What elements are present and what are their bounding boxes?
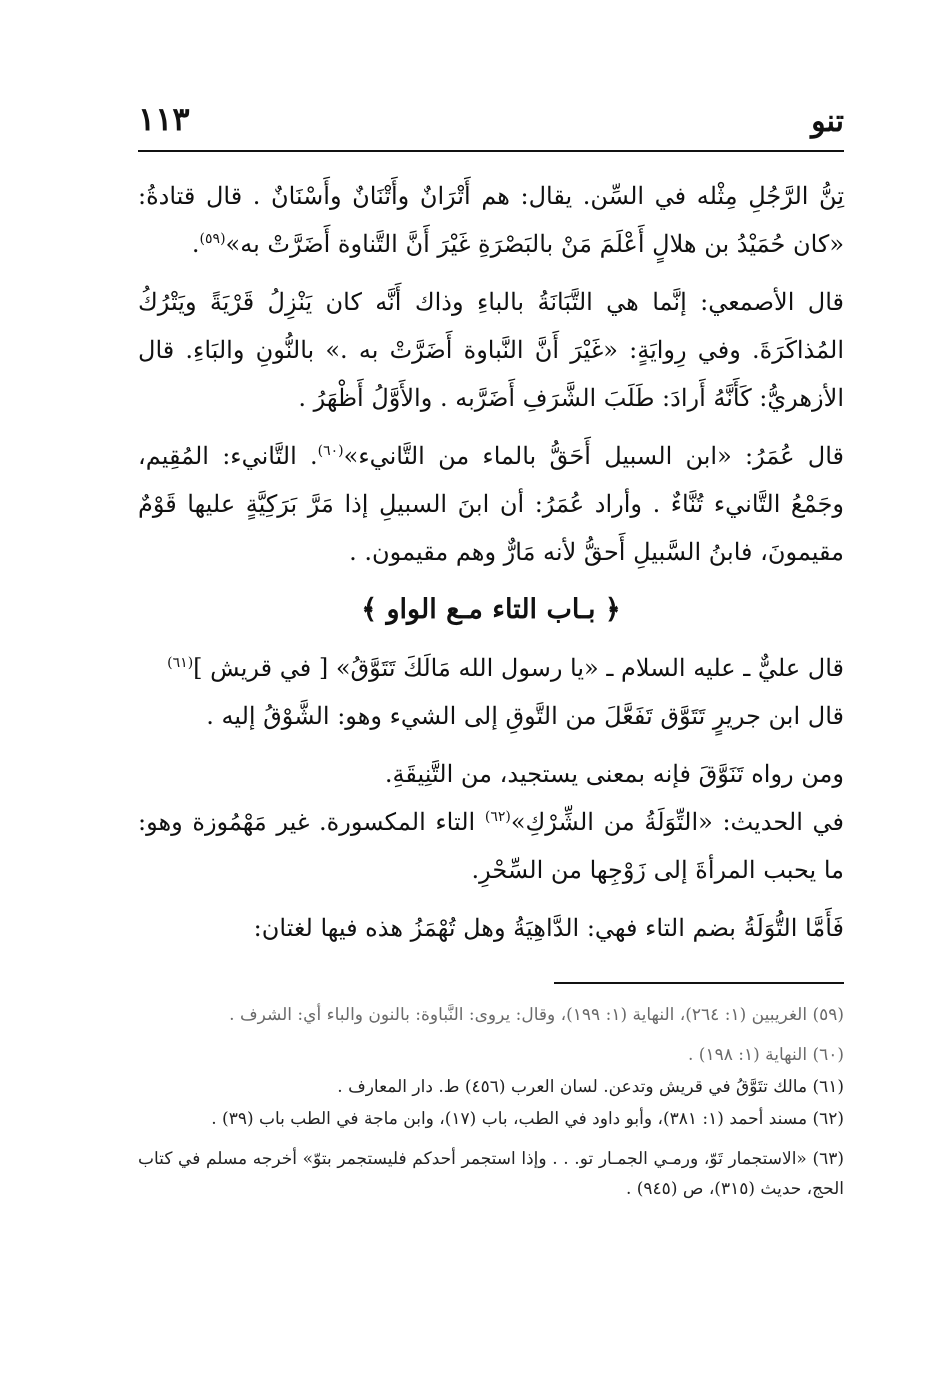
paragraph-ali xyxy=(138,644,844,692)
paragraph-umar-text: . التَّانيء: المُقِيم، وجَمْعُ التَّانيء تُنَّاءٌ . وأراد عُمَرُ: أن ابنَ السبيلِ إذا مَرَّ بَرَكِيَّةٍ عليها قَوْمٌ مقيمونَ، فابنُ السَّبيلِ أَحقُّ لأنه مَارٌّ وهم مقيمون. . xyxy=(138,442,844,566)
section-title: ﴿ بـاب التاء مـع الواو ﴾ xyxy=(361,594,621,625)
footnote-ref-60: (٦٠) xyxy=(317,443,344,459)
footnote-62: (٦٢) مسند أحمد (١: ٣٨١)، وأبو داود في الطب، باب (١٧)، وابن ماجة في الطب باب (٣٩) . xyxy=(211,1109,844,1129)
paragraph-tiwala-text: التاء المكسورة. غير مَهْمُوزة وهو: ما يحبب المرأةَ إلى زَوْجِها من السِّحْرِ. xyxy=(138,808,844,884)
footnote-ref-62: (٦٢) xyxy=(484,809,511,825)
footnote-63: (٦٣) «الاستجمار تَوّ، ورمـي الجمـار تو. . . وإذا استجمر أحدكم فليستجمر بتوّ» أخرجه مسلم في كتاب الحج، حديث (٣١٥)، ص (٩٤٥) . xyxy=(138,1149,844,1199)
footnote-61: (٦١) مالك تتَوَّقُ في قريش وتدعن. لسان العرب (٤٥٦) ط. دار المعارف . xyxy=(337,1077,844,1097)
page-header xyxy=(138,92,844,152)
paragraph-tiwala-quote: في الحديث: «التِّوَلَةُ من الشِّرْكِ» xyxy=(510,808,844,836)
paragraph-tinn xyxy=(138,172,844,268)
paragraph-tanawwuq: ومن رواه تَنَوَّقَ فإنه بمعنى يستجيد، من التَّنِيقَةِ. xyxy=(384,760,844,788)
main-text xyxy=(138,172,844,962)
footnote-60: (٦٠) النهاية (١: ١٩٨) . xyxy=(687,1045,844,1065)
paragraph-asmai: قال الأصمعي: إنَّما هي التَّبَانَةُ بالباءِ وذاك أَنَّه كان يَنْزِلُ قَرْيَةً ويَتْرُكُ المُذاكَرَةَ. وفي رِوايَةٍ: «غَيْرَ أَنَّ النَّباوة أَضَرَّتْ به .» بالنُّونِ والبَاءِ. قال الأزهريُّ: كَأَنَّهُ أَرادَ: طَلَبَ الشَّرَفِ أَضَرَّبه . والأَوَّلُ أَظْهَرُ . xyxy=(138,288,844,412)
paragraph-tinn-end: . xyxy=(191,230,200,258)
footnote-ref-59: (٥٩) xyxy=(199,231,226,247)
header-keyword: تنو xyxy=(811,104,844,139)
footnote-ref-61: (٦١) xyxy=(167,655,194,671)
paragraph-tuwala: فَأَمَّا التُّوَلَةُ بضم التاء فهي: الدَّاهِيَةُ وهل تُهْمَزُ هذه فيها لغتان: xyxy=(253,914,844,942)
footnote-59: (٥٩) الغريبين (١: ٢٦٤)، النهاية (١: ١٩٩)، وقال: يروى: النَّباوة: بالنون والباء أي: الشرف . xyxy=(229,1005,844,1025)
footnotes xyxy=(138,1000,844,1214)
page-number: ١١٣ xyxy=(138,100,190,138)
paragraph-ibn-jarir: قال ابن جريرٍ تَتَوَّق تَفَعَّلَ من التَّوقِ إلى الشيء وهو: الشَّوْقُ إليه . xyxy=(206,702,844,730)
paragraph-ali-quote: قال عليٌّ ـ عليه السلام ـ «يا رسول الله مَالَكَ تَتَوَّقُ» [ في قريش ] xyxy=(193,654,844,682)
footnote-separator xyxy=(554,982,844,984)
paragraph-umar-quote: قال عُمَرُ: «ابن السبيل أَحَقُّ بالماء من التَّانيء» xyxy=(343,442,845,470)
paragraph-umar xyxy=(138,432,844,576)
paragraph-tinn-text: تِنُّ الرَّجُلِ مِثْله في السِّن. يقال: هم أَتْرَانٌ وأَتْنَانٌ وأَسْنَانٌ . قال قتادةُ: «كان حُمَيْدُ بن هلالٍ أَعْلَمَ مَنْ بالبَصْرَةِ غَيْرَ أَنَّ التَّناوة أَضَرَّتْ به» xyxy=(138,182,844,258)
paragraph-tiwala xyxy=(138,798,844,894)
